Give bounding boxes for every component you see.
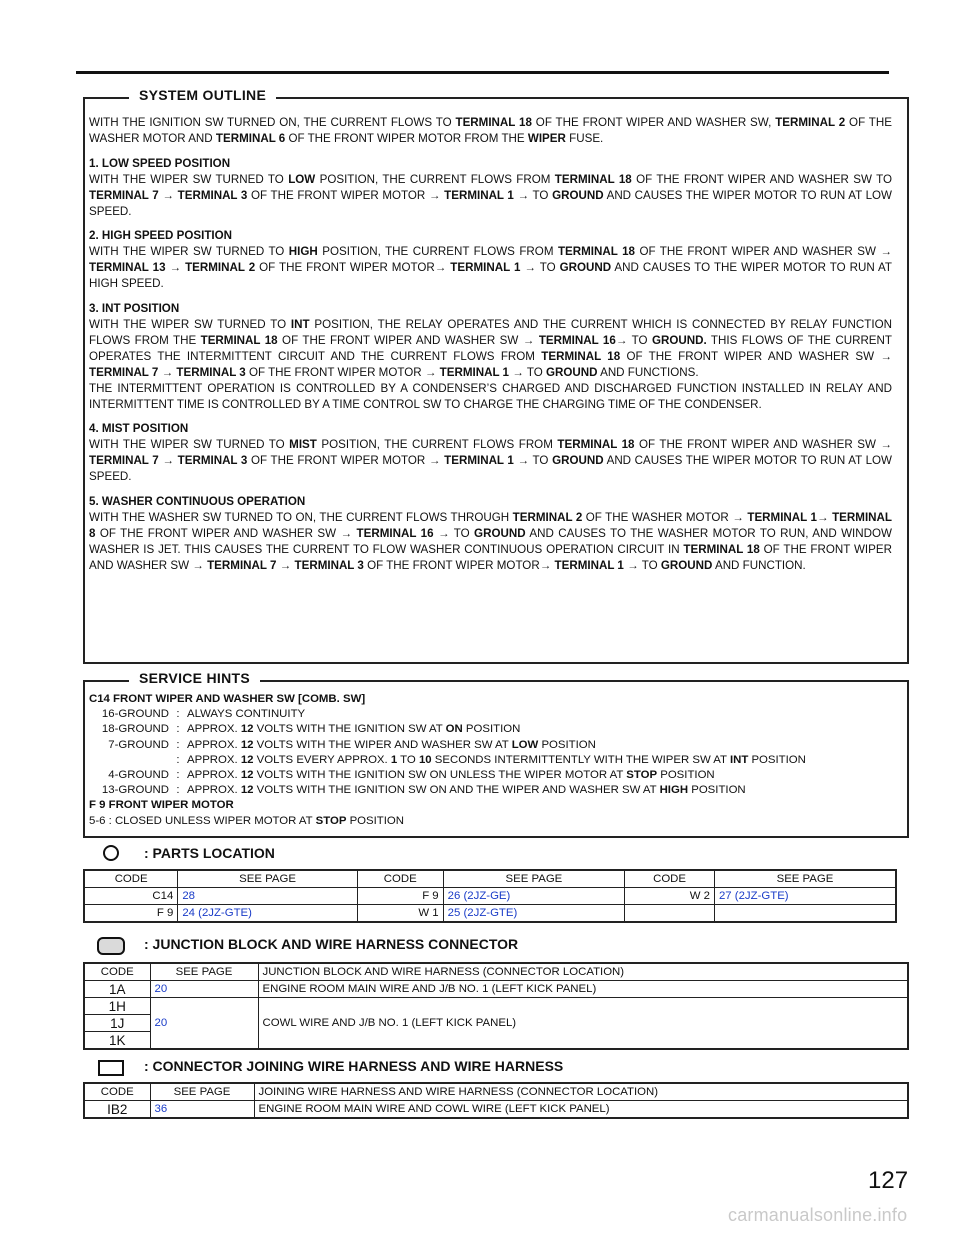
bold-term: TERMINAL 18 xyxy=(557,245,635,259)
bold-term: TERMINAL 2 xyxy=(775,116,846,129)
column-header: CODE xyxy=(357,870,443,888)
outline-section xyxy=(89,156,892,220)
hint-text: APPROX. 12 VOLTS WITH THE IGNITION SW ON UNLESS THE WIPER MOTOR AT STOP POSITION xyxy=(187,769,715,782)
junction-table xyxy=(83,962,909,1050)
part-page-link[interactable]: 28 xyxy=(178,888,358,905)
outline-section-text: WITH THE WIPER SW TURNED TO LOW POSITION, THE CURRENT FLOWS FROM TERMINAL 18 OF THE FRONT WIPER AND WASHER SW TO TERMINAL 7 → TERMINAL 3 OF THE FRONT WIPER MOTOR → TERMINAL 1 → TO GROUND AND CAUSES THE WIPER MOTOR TO RUN AT LOW SPEED. xyxy=(89,172,892,218)
joining-header-row xyxy=(84,1083,908,1101)
hint-code: 18-GROUND xyxy=(101,723,169,736)
column-header: CODE xyxy=(84,1083,150,1101)
table-row xyxy=(84,998,908,1015)
column-header: SEE PAGE xyxy=(150,963,258,981)
bold-term: STOP xyxy=(626,769,658,782)
outline-sections xyxy=(89,156,892,574)
bold-term: TERMINAL 1 xyxy=(450,261,521,275)
motor-heading: F 9 FRONT WIPER MOTOR xyxy=(89,799,234,812)
bold-term: TERMINAL 7 xyxy=(89,188,159,202)
junction-code: 1K xyxy=(84,1032,150,1050)
part-code: C14 xyxy=(84,888,178,905)
parts-location-table xyxy=(83,869,897,923)
bold-term: INT xyxy=(729,753,749,766)
junction-code: 1A xyxy=(84,981,150,998)
joining-table xyxy=(83,1082,909,1119)
joining-page-link[interactable]: 36 xyxy=(150,1101,254,1119)
junction-code: 1J xyxy=(84,1015,150,1032)
column-header: SEE PAGE xyxy=(443,870,624,888)
hint-row xyxy=(89,707,889,722)
bold-term: TERMINAL 3 xyxy=(177,454,248,468)
part-code: W 1 xyxy=(357,905,443,923)
bold-term: TERMINAL 2 xyxy=(185,261,256,275)
switch-heading: C14 FRONT WIPER AND WASHER SW [COMB. SW] xyxy=(89,693,366,705)
bold-term: TERMINAL 1 xyxy=(439,365,510,379)
parts-header-row xyxy=(84,870,896,888)
junction-desc: COWL WIRE AND J/B NO. 1 (LEFT KICK PANEL) xyxy=(258,998,908,1050)
outline-section-text: WITH THE WIPER SW TURNED TO HIGH POSITION, THE CURRENT FLOWS FROM TERMINAL 18 OF THE FRONT WIPER AND WASHER SW → TERMINAL 13 → TERMINAL 2 OF THE FRONT WIPER MOTOR→ TERMINAL 1 → TO GROUND AND CAUSES TO THE WIPER MOTOR TO RUN AT HIGH SPEED. xyxy=(89,245,892,291)
bold-term: 10 xyxy=(418,753,432,766)
bold-term: TERMINAL 3 xyxy=(176,365,246,379)
bold-term: 12 xyxy=(240,769,254,782)
table-row xyxy=(84,981,908,998)
table-row xyxy=(84,1101,908,1119)
bold-term: ON xyxy=(445,723,463,736)
hint-row xyxy=(89,753,889,768)
motor-line: 5-6 : CLOSED UNLESS WIPER MOTOR AT STOP POSITION xyxy=(89,814,405,827)
hint-separator: : xyxy=(176,753,180,766)
bold-term: GROUND xyxy=(660,558,713,572)
column-header: SEE PAGE xyxy=(178,870,358,888)
hint-row xyxy=(89,783,889,798)
bold-term: TERMINAL 18 xyxy=(200,333,278,347)
joining-connector-icon xyxy=(98,1060,124,1076)
bold-term: WIPER xyxy=(527,131,566,145)
bold-term: TERMINAL 7 xyxy=(207,558,277,572)
bold-term: TERMINAL 18 xyxy=(455,116,532,129)
bold-term: TERMINAL 3 xyxy=(294,558,364,572)
bold-term: 1 xyxy=(390,753,398,766)
bold-term: TERMINAL 16 xyxy=(356,526,434,540)
service-hints-box xyxy=(83,670,909,838)
service-hints-title: SERVICE HINTS xyxy=(129,670,260,686)
junction-connector-icon xyxy=(97,937,125,955)
watermark: carmanualsonline.info xyxy=(728,1205,908,1225)
outline-section xyxy=(89,421,892,485)
column-header: JUNCTION BLOCK AND WIRE HARNESS (CONNECTOR LOCATION) xyxy=(258,963,908,981)
bold-term: GROUND xyxy=(552,188,604,202)
column-header: SEE PAGE xyxy=(150,1083,254,1101)
outline-section-text: WITH THE WIPER SW TURNED TO INT POSITION, THE RELAY OPERATES AND THE CURRENT WHICH IS CONNECTED BY RELAY FUNCTION FLOWS FROM THE TERMINAL 18 OF THE FRONT WIPER AND WASHER SW → TERMINAL 16→ TO GROUND. THIS FLOWS OF THE CURRENT OPERATES THE INTERMITTENT CIRCUIT AND THE CURRENT FLOWS FROM TERMINAL 18 OF THE FRONT WIPER AND WASHER SW → TERMINAL 7 → TERMINAL 3 OF THE FRONT WIPER MOTOR → TERMINAL 1 → TO GROUND AND FUNCTIONS. xyxy=(89,317,892,379)
bold-term: MIST xyxy=(289,438,317,452)
joining-code: IB2 xyxy=(84,1101,150,1119)
column-header: CODE xyxy=(84,870,178,888)
top-rule xyxy=(76,71,889,74)
outline-section-heading: 5. WASHER CONTINUOUS OPERATION xyxy=(89,495,306,509)
part-page-link xyxy=(714,905,896,923)
column-header: JOINING WIRE HARNESS AND WIRE HARNESS (CONNECTOR LOCATION) xyxy=(254,1083,908,1101)
part-page-link[interactable]: 27 (2JZ-GTE) xyxy=(714,888,896,905)
outline-section xyxy=(89,494,892,574)
system-outline-body xyxy=(89,115,892,583)
bold-term: TERMINAL 2 xyxy=(512,510,583,524)
service-hints-body xyxy=(89,692,889,829)
part-page-link[interactable]: 24 (2JZ-GTE) xyxy=(178,905,358,923)
bold-term: 12 xyxy=(240,738,254,751)
parts-location-title: : PARTS LOCATION xyxy=(144,845,275,861)
outline-section-heading: 1. LOW SPEED POSITION xyxy=(89,156,231,170)
hint-separator: : xyxy=(176,708,180,721)
column-header: CODE xyxy=(625,870,715,888)
hint-row xyxy=(89,722,889,737)
hint-code xyxy=(89,753,169,768)
bold-term: TERMINAL 16 xyxy=(538,333,616,347)
part-code: W 2 xyxy=(625,888,715,905)
hint-text: APPROX. 12 VOLTS WITH THE IGNITION SW ON AND THE WIPER AND WASHER SW AT HIGH POSITION xyxy=(187,784,746,797)
bold-term: 12 xyxy=(240,784,254,797)
bold-term: INT xyxy=(290,317,310,331)
hint-text: APPROX. 12 VOLTS WITH THE WIPER AND WASHER SW AT LOW POSITION xyxy=(187,738,596,751)
bold-term: GROUND xyxy=(545,365,598,379)
part-code xyxy=(625,905,715,923)
hint-row xyxy=(89,738,889,753)
table-row xyxy=(84,888,896,905)
outline-section-text: WITH THE WIPER SW TURNED TO MIST POSITION, THE CURRENT FLOWS FROM TERMINAL 18 OF THE FRONT WIPER AND WASHER SW → TERMINAL 7 → TERMINAL 3 OF THE FRONT WIPER MOTOR → TERMINAL 1 → TO GROUND AND CAUSES THE WIPER MOTOR TO RUN AT LOW SPEED. xyxy=(89,438,892,484)
bold-term: TERMINAL 1 xyxy=(444,188,514,202)
bold-term: STOP xyxy=(315,814,347,827)
bold-term: TERMINAL 1 xyxy=(554,558,624,572)
hint-code: 7-GROUND xyxy=(108,738,169,751)
page-number: 127 xyxy=(868,1167,909,1194)
hint-separator: : xyxy=(176,769,180,782)
bold-term: TERMINAL 8 xyxy=(89,510,892,540)
bold-term: GROUND. xyxy=(651,333,707,347)
bold-term: GROUND xyxy=(559,261,612,275)
bold-term: HIGH xyxy=(288,245,318,259)
hint-row xyxy=(89,768,889,783)
bold-term: TERMINAL 7 xyxy=(89,365,159,379)
joining-title: : CONNECTOR JOINING WIRE HARNESS AND WIRE HARNESS xyxy=(144,1058,564,1074)
part-code: F 9 xyxy=(84,905,178,923)
junction-desc: ENGINE ROOM MAIN WIRE AND J/B NO. 1 (LEFT KICK PANEL) xyxy=(258,981,908,998)
bold-term: LOW xyxy=(511,738,539,751)
outline-section-heading: 2. HIGH SPEED POSITION xyxy=(89,229,233,243)
junction-page-link[interactable]: 20 xyxy=(150,981,258,998)
junction-code: 1H xyxy=(84,998,150,1015)
column-header: SEE PAGE xyxy=(714,870,896,888)
hint-code: 4-GROUND xyxy=(108,769,169,782)
outline-section-heading: 3. INT POSITION xyxy=(89,302,180,316)
hint-text: APPROX. 12 VOLTS EVERY APPROX. 1 TO 10 SECONDS INTERMITTENTLY WITH THE WIPER SW AT INT POSITION xyxy=(187,753,806,766)
bold-term: GROUND xyxy=(474,526,526,540)
bold-term: TERMINAL 7 xyxy=(89,454,159,468)
outline-section xyxy=(89,228,892,292)
part-page-link[interactable]: 26 (2JZ-GE) xyxy=(443,888,624,905)
outline-intro: WITH THE IGNITION SW TURNED ON, THE CURRENT FLOWS TO TERMINAL 18 OF THE FRONT WIPER AND WASHER SW, TERMINAL 2 OF THE WASHER MOTOR AND TERMINAL 6 OF THE FRONT WIPER MOTOR FROM THE WIPER FUSE. xyxy=(89,116,892,145)
bold-term: 12 xyxy=(240,753,254,766)
bold-term: TERMINAL 3 xyxy=(177,188,248,202)
hint-text: APPROX. 12 VOLTS WITH THE IGNITION SW AT ON POSITION xyxy=(187,723,521,736)
outline-section xyxy=(89,301,892,412)
bold-term: TERMINAL 6 xyxy=(215,131,286,145)
system-outline-title: SYSTEM OUTLINE xyxy=(129,87,276,103)
bold-term: LOW xyxy=(288,172,316,186)
bold-term: HIGH xyxy=(659,784,689,797)
hint-code: 16-GROUND xyxy=(101,708,169,721)
junction-title: : JUNCTION BLOCK AND WIRE HARNESS CONNECTOR xyxy=(144,936,519,952)
joining-desc: ENGINE ROOM MAIN WIRE AND COWL WIRE (LEFT KICK PANEL) xyxy=(254,1101,908,1119)
hint-rows xyxy=(89,707,889,798)
bold-term: TERMINAL 18 xyxy=(683,542,760,556)
bold-term: TERMINAL 1 xyxy=(444,454,514,468)
outline-section-text: THE INTERMITTENT OPERATION IS CONTROLLED BY A CONDENSER’S CHARGED AND DISCHARGED FUNCTION INSTALLED IN RELAY AND INTERMITTENT TIME IS CONTROLLED BY A TIME CONTROL SW TO CHARGE THE CHARGING TIME OF THE CONDENSER. xyxy=(89,381,892,411)
outline-section-heading: 4. MIST POSITION xyxy=(89,422,189,436)
bold-term: 12 xyxy=(240,723,254,736)
hint-text: ALWAYS CONTINUITY xyxy=(187,708,306,721)
outline-section-text: WITH THE WASHER SW TURNED TO ON, THE CURRENT FLOWS THROUGH TERMINAL 2 OF THE WASHER MOTOR → TERMINAL 1→ TERMINAL 8 OF THE FRONT WIPER AND WASHER SW → TERMINAL 16 → TO GROUND AND CAUSES TO THE WASHER MOTOR TO RUN, AND WINDOW WASHER IS JET. THIS CAUSES THE CURRENT TO FLOW WASHER CONTINUOUS OPERATION CIRCUIT IN TERMINAL 18 OF THE FRONT WIPER AND WASHER SW → TERMINAL 7 → TERMINAL 3 OF THE FRONT WIPER MOTOR→ TERMINAL 1 → TO GROUND AND FUNCTION. xyxy=(89,510,892,572)
hint-separator: : xyxy=(176,723,180,736)
bold-term: TERMINAL 13 xyxy=(89,261,166,275)
hint-separator: : xyxy=(176,784,180,797)
hint-code: 13-GROUND xyxy=(101,784,169,797)
column-header: CODE xyxy=(84,963,150,981)
bold-term: TERMINAL 1 xyxy=(747,510,817,524)
part-page-link[interactable]: 25 (2JZ-GTE) xyxy=(443,905,624,923)
parts-location-circle-icon xyxy=(103,845,119,861)
hint-separator: : xyxy=(176,738,180,751)
junction-header-row xyxy=(84,963,908,981)
system-outline-box xyxy=(83,87,909,664)
part-code: F 9 xyxy=(357,888,443,905)
table-row xyxy=(84,905,896,923)
bold-term: TERMINAL 18 xyxy=(557,438,635,452)
bold-term: TERMINAL 18 xyxy=(541,349,621,363)
bold-term: TERMINAL 18 xyxy=(554,172,632,186)
bold-term: GROUND xyxy=(552,454,604,468)
junction-page-link[interactable]: 20 xyxy=(150,998,258,1050)
